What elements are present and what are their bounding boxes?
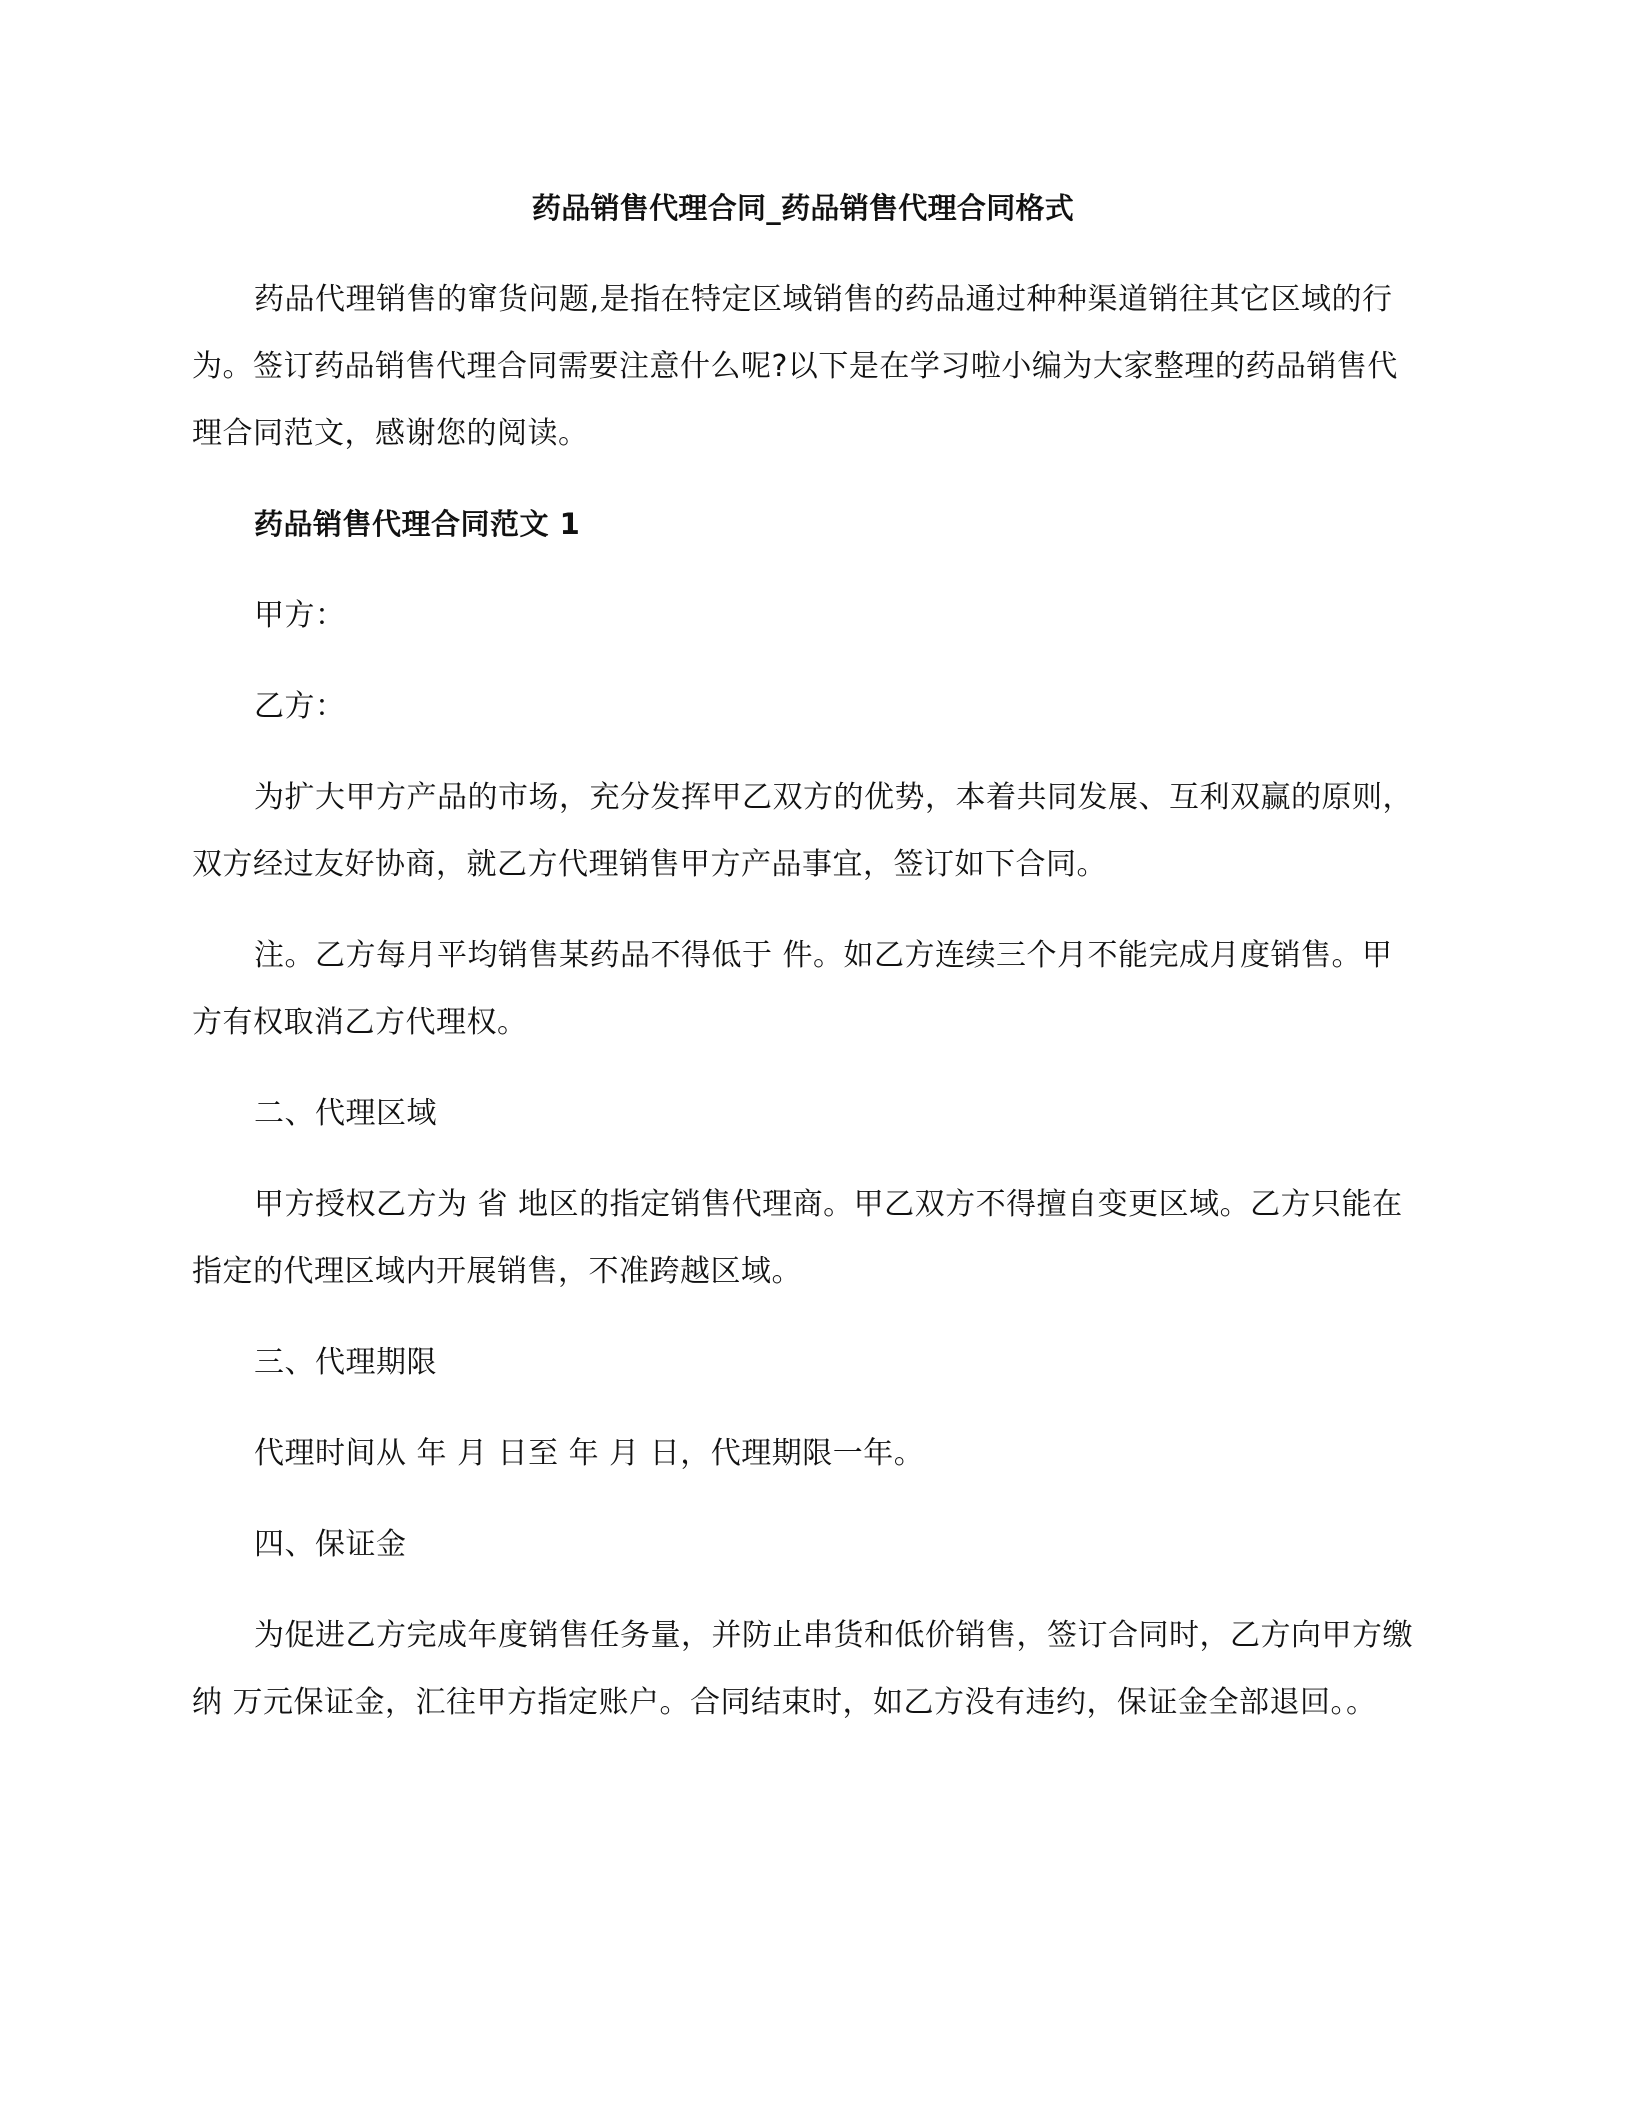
party-a-label: 甲方： xyxy=(254,598,346,633)
clause-3-text: 代理时间从 年 月 日至 年 月 日，代理期限一年。 xyxy=(254,1436,925,1471)
document-body xyxy=(192,188,1414,1760)
document-title: 药品销售代理合同_药品销售代理合同格式 xyxy=(531,191,1075,225)
preamble-paragraph: 为扩大甲方产品的市场，充分发挥甲乙双方的优势，本着共同发展、互利双赢的原则，双方经过友好协商，就乙方代理销售甲方产品事宜，签订如下合同。 xyxy=(192,780,1413,882)
intro-paragraph: 药品代理销售的窜货问题,是指在特定区域销售的药品通过种种渠道销往其它区域的行为。签订药品销售代理合同需要注意什么呢?以下是在学习啦小编为大家整理的药品销售代理合同范文，感谢您的阅读。 xyxy=(192,282,1398,451)
note-paragraph: 注。乙方每月平均销售某药品不得低于 件。如乙方连续三个月不能完成月度销售。甲方有权取消乙方代理权。 xyxy=(192,938,1393,1040)
party-b-label: 乙方： xyxy=(254,689,346,724)
clause-2-text: 甲方授权乙方为 省 地区的指定销售代理商。甲乙双方不得擅自变更区域。乙方只能在指定的代理区域内开展销售，不准跨越区域。 xyxy=(192,1187,1403,1289)
section-heading: 药品销售代理合同范文 1 xyxy=(254,507,581,541)
clause-2-heading: 二、代理区域 xyxy=(254,1096,437,1131)
clause-4-heading: 四、保证金 xyxy=(254,1527,407,1562)
clause-3-heading: 三、代理期限 xyxy=(254,1345,437,1380)
clause-4-text: 为促进乙方完成年度销售任务量，并防止串货和低价销售，签订合同时，乙方向甲方缴纳 万元保证金，汇往甲方指定账户。合同结束时，如乙方没有违约，保证金全部退回。。 xyxy=(192,1618,1413,1720)
